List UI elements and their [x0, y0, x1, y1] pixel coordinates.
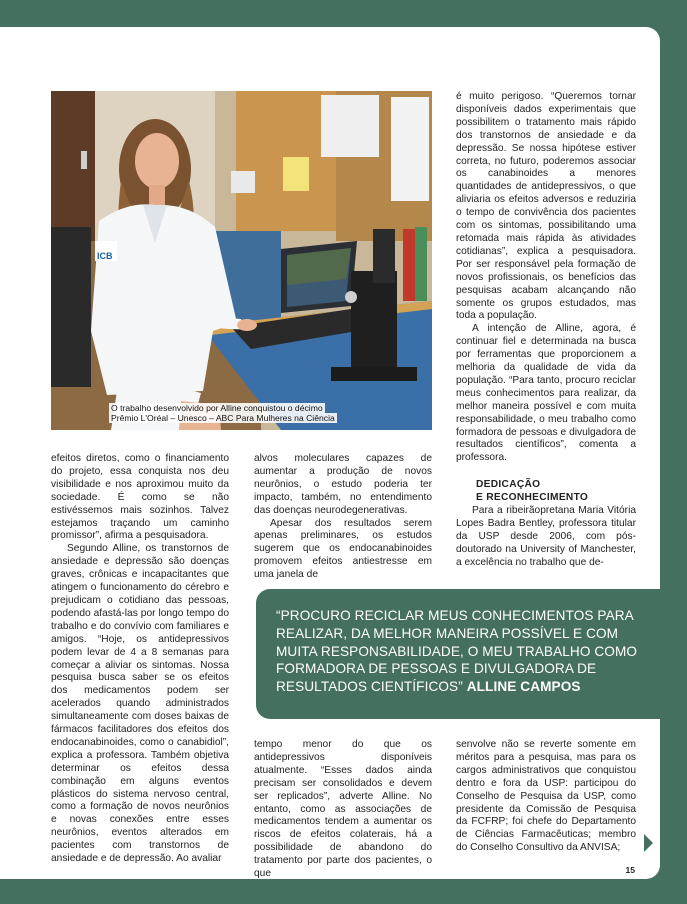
pull-quote-box: [256, 589, 660, 719]
text-column-3-top: [456, 91, 636, 570]
magazine-page: [0, 27, 660, 879]
lab-scene-image: [51, 91, 432, 430]
photo-caption-line-2: Prêmio L'Oréal – Unesco – ABC Para Mulheres na Ciência: [111, 413, 335, 424]
paragraph: efeitos diretos, como o financiamento do projeto, essa conquista nos deu visibilidade e nos aproximou muito da sociedade. É como se não estivéssemos mais sozinhos. Talvez estejamos traçando um caminho promissor”, afirma a pesquisadora.: [51, 453, 229, 542]
text-column-2-bottom: [254, 739, 432, 879]
paragraph: Para a ribeirãopretana Maria Vitória Lopes Badra Bentley, professora titular da USP desde 2006, com pós-doutorado na University of Manchester, a excelência no trabalho que de-: [456, 505, 636, 568]
paragraph: tempo menor do que os antidepressivos disponíveis atualmente. “Esses dados ainda precisam ser consolidados e devem ser replicados”, adverte Alline. No entanto, como as associações de medicamentos tendem a aumentar os riscos de efeitos colaterais, há a possibilidade de abandono do tratamento por parte dos pacientes, o que: [254, 739, 432, 879]
page-number: 15: [625, 865, 635, 875]
photo-caption: [109, 403, 337, 424]
text-column-3-bottom: [456, 739, 636, 855]
svg-text:ICB: ICB: [97, 251, 113, 261]
pull-quote-author: ALLINE CAMPOS: [466, 679, 581, 695]
text-column-2-top: [254, 453, 432, 582]
section-heading-line-1: DEDICAÇÃO: [476, 479, 541, 491]
article-photo: [51, 91, 432, 430]
paragraph: senvolve não se reverte somente em méritos para a pesquisa, mas para os cargos administrativos que conquistou dentro e fora da USP: participou do Conselho de Pesquisa da USP, como presidente da Comissão de Pesquisa da FCFRP; foi chefe do Departamento de Ciências Farmacêuticas; membro do Conselho Consultivo da ANVISA;: [456, 739, 636, 854]
section-heading: [456, 479, 636, 505]
paragraph: é muito perigoso. “Queremos tornar disponíveis dados experimentais que possibilitem o tratamento mais rápido dos transtornos de ansiedade e da depressão. Se nossa hipótese estiver correta, no futuro, poderemos associar os canabinoides a menores quantidades de antidepressivos, o que aliviaria os efeitos adversos e reduziria o tempo de convivência dos pacientes com os sintomas, possibilitando uma retomada mais rápida às atividades cotidianas”, explica a pesquisadora. Por ser responsável pela formação de novos profissionais, os benefícios das pesquisas acabam alcançando não somente os grupos estudados, mas toda a população.: [456, 91, 636, 322]
triangle-right-icon: [644, 834, 653, 852]
photo-caption-line-1: O trabalho desenvolvido por Alline conquistou o décimo: [111, 402, 323, 413]
paragraph: alvos moleculares capazes de aumentar a produção de novos neurônios, o estudo poderia ter impacto, também, no entendimento das doenças neurodegenerativas.: [254, 453, 432, 516]
pull-quote-text: “PROCURO RECICLAR MEUS CONHECIMENTOS PARA REALIZAR, DA MELHOR MANEIRA POSSÍVEL E COM MUITA RESPONSABILIDADE, O MEU TRABALHO COMO FORMADORA DE PESSOAS E DIVULGADORA DE RESULTADOS CIENTÍFICOS”: [276, 608, 638, 695]
pull-quote: [276, 607, 648, 696]
paragraph: Segundo Alline, os transtornos de ansiedade e depressão são doenças graves, crônicas e incapacitantes que atingem o funcionamento do cérebro e prejudicam o cotidiano das pessoas, podendo afastá-las por longo tempo do trabalho e do convívio com familiares e amigos. “Hoje, os antidepressivos podem levar de 4 a 8 semanas para começar a aliviar os sintomas. Nossa pesquisa busca saber se os efeitos dos medicamentos podem ser acelerados quando administrados simultaneamente com doses baixas de fármacos facilitadores dos efeitos dos endocanabinoides, como o canabidiol”, explica a professora. Também objetiva determinar os efeitos dessa combinação em alguns eventos plásticos do sistema nervoso central, como a formação de novos neurônios e novas conexões entre esses neurônios, eventos alterados em pacientes com transtornos de ansiedade e de depressão. Ao avaliar: [51, 543, 229, 865]
paragraph: A intenção de Alline, agora, é continuar fiel e determinada na busca por ferramentas que proporcionem a melhoria da qualidade de vida da população. “Para tanto, procuro reciclar meus conhecimentos para realizar, da melhor maneira possível e com muita responsabilidade, o meu trabalho como formadora de pessoas e divulgadora de resultados científicos”, comenta a professora.: [456, 323, 636, 464]
text-column-1: [51, 453, 229, 866]
paragraph: Apesar dos resultados serem apenas preliminares, os estudos sugerem que os endocanabinoides promovem efeitos antiestresse em uma janela de: [254, 517, 432, 581]
section-heading-line-2: E RECONHECIMENTO: [476, 492, 589, 504]
